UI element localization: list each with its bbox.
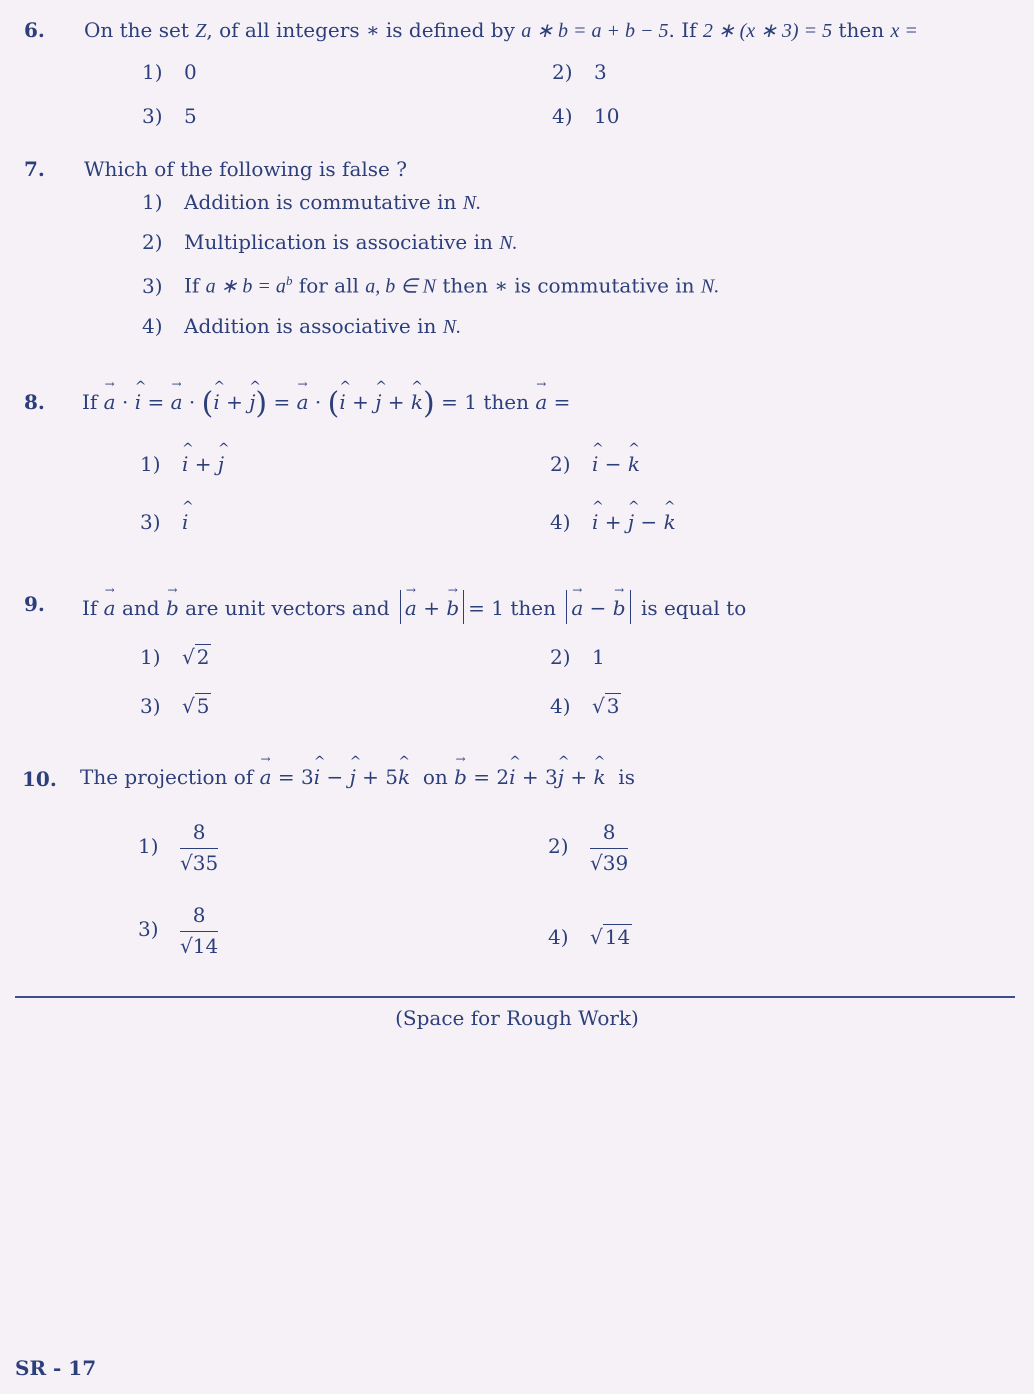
q6-option-2[interactable]: 2) 3 [552, 60, 607, 84]
q9-option-3[interactable]: 3) √ 5 [140, 694, 210, 718]
q10-option-4[interactable]: 4) √ 14 [548, 925, 631, 949]
rough-work-label: (Space for Rough Work) [395, 1006, 639, 1030]
q6-option-3[interactable]: 3) 5 [142, 104, 197, 128]
q7-option-3[interactable]: 3) If a ∗ $b = a^b$ for all a, b ∈ N then ∗ is commutative in N. [142, 273, 720, 298]
q7-option-2[interactable]: 2) Multiplication is associative in N. [142, 230, 518, 254]
question-8-text: If → a · ^ i = → a · (^ i + ^ j) = → a · (^ i + ^ j + ^ k) = 1 then → a = [82, 386, 570, 421]
q8-option-1[interactable]: 1)^ i + ^ j [140, 452, 224, 476]
q8-option-4[interactable]: 4)^ i + ^ j − ^ k [550, 510, 676, 534]
q7-option-4[interactable]: 4) Addition is associative in N. [142, 314, 462, 338]
q8-option-3[interactable]: 3)^ i [140, 510, 188, 534]
q9-option-4[interactable]: 4) √ 3 [550, 694, 620, 718]
q6-option-1[interactable]: 1) 0 [142, 60, 197, 84]
page-footer-code: SR - 17 [15, 1356, 97, 1380]
question-7-number: 7. [24, 157, 45, 181]
question-9-text: If → a and → b are unit vectors and → a + → b = 1 then → a − → b is equal to [82, 590, 746, 624]
q9-option-2[interactable]: 2) 1 [550, 645, 605, 669]
q6-option-4[interactable]: 4) 10 [552, 104, 620, 128]
question-7-text: Which of the following is false ? [84, 157, 407, 181]
question-10-text: The projection of → a = 3^ i − ^ j + 5^ k on → b = 2^ i + 3^ j + ^ k is [80, 765, 635, 789]
q10-option-3[interactable]: 3) $\frac{8}{√14}$ [138, 903, 219, 958]
q10-option-1[interactable]: 1) $\frac{8}{√35}$ [138, 820, 219, 875]
q10-option-2[interactable]: 2) $\frac{8}{√39}$ [548, 820, 629, 875]
rough-work-divider [15, 996, 1015, 998]
question-6-text: On the set Z, of all integers ∗ is defined by a ∗ b = a + b − 5. If 2 ∗ (x ∗ 3) = 5 then x = [84, 18, 918, 42]
question-10-number: 10. [22, 767, 57, 791]
question-9-number: 9. [24, 592, 45, 616]
q7-option-1[interactable]: 1) Addition is commutative in N. [142, 190, 482, 214]
question-6-number: 6. [24, 18, 45, 42]
question-8-number: 8. [24, 390, 45, 414]
q8-option-2[interactable]: 2)^ i − ^ k [550, 452, 640, 476]
q9-option-1[interactable]: 1) √ 2 [140, 645, 210, 669]
